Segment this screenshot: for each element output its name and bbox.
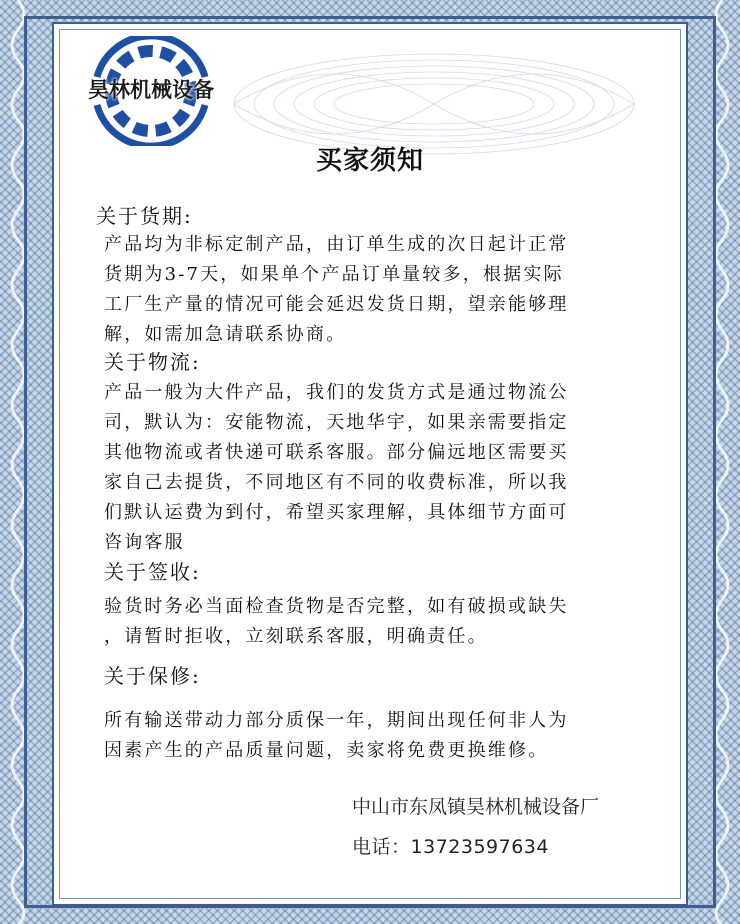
section-body-receipt: [104, 592, 569, 652]
company-name: 中山市东凤镇昊林机械设备厂: [352, 796, 600, 818]
text-line: 们默认运费为到付，希望买家理解，具体细节方面可: [104, 502, 569, 523]
text-line: 其他物流或者快递可联系客服。部分偏远地区需要买: [104, 442, 569, 463]
section-body-logistics: [104, 378, 569, 558]
section-heading-delivery: 关于货期:: [96, 204, 193, 228]
contact-phone: [352, 832, 549, 859]
text-line: 家自己去提货，不同地区有不同的收费标准，所以我: [104, 472, 569, 493]
section-body-warranty: [104, 706, 569, 766]
text-line: 货期为3-7天，如果单个产品订单量较多，根据实际: [104, 264, 564, 285]
logo-text: 昊林机械设备: [88, 78, 214, 102]
text-line: 产品一般为大件产品，我们的发货方式是通过物流公: [104, 382, 569, 403]
text-line: 司，默认为：安能物流，天地华宇，如果亲需要指定: [104, 412, 569, 433]
phone-number: 13723597634: [410, 836, 549, 858]
section-heading-warranty: 关于保修:: [104, 664, 201, 688]
text-line: ，请暂时拒收，立刻联系客服，明确责任。: [104, 626, 488, 647]
section-heading-receipt: 关于签收:: [104, 560, 201, 584]
section-heading-logistics: 关于物流:: [104, 350, 201, 374]
text-line: 所有输送带动力部分质保一年，期间出现任何非人为: [104, 710, 569, 731]
text-line: 验货时务必当面检查货物是否完整，如有破损或缺失: [104, 596, 569, 617]
text-line: 解，如需加急请联系协商。: [104, 324, 347, 345]
text-line: 工厂生产量的情况可能会延迟发货日期，望亲能够理: [104, 294, 569, 315]
text-line: 因素产生的产品质量问题，卖家将免费更换维修。: [104, 740, 549, 761]
section-body-delivery: [104, 230, 569, 350]
text-line: 产品均为非标定制产品，由订单生成的次日起计正常: [104, 234, 569, 255]
text-line: 咨询客服: [104, 532, 185, 553]
phone-label: 电话：: [352, 836, 411, 858]
page-title: 买家须知: [315, 146, 424, 176]
